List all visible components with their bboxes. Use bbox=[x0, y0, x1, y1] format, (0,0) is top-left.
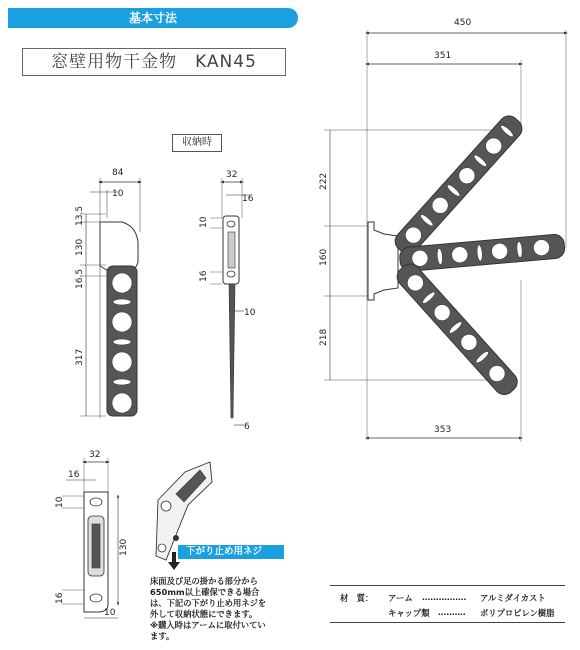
dim-open-450: 450 bbox=[454, 18, 472, 28]
dim-front-130: 130 bbox=[75, 238, 85, 256]
dim-side-width: 32 bbox=[226, 170, 238, 180]
dim-front-offset: 10 bbox=[112, 189, 124, 199]
material-label: 材 質： bbox=[340, 593, 374, 603]
dim-side-10b: 10 bbox=[244, 308, 256, 318]
material-cap-name: キャップ類 bbox=[388, 608, 430, 618]
dim-open-160: 160 bbox=[319, 248, 329, 266]
material-arm-value: アルミダイカスト bbox=[480, 593, 546, 603]
dim-bracket-10: 10 bbox=[55, 496, 65, 508]
section-header: 基本寸法 bbox=[8, 8, 298, 28]
stopper-screw-label: 下がり止め用ネジ bbox=[178, 545, 284, 559]
material-arm-leader: ‥‥‥‥‥‥‥‥ bbox=[422, 592, 467, 602]
dim-front-13-5: 13.5 bbox=[75, 205, 85, 226]
dim-open-222: 222 bbox=[319, 172, 329, 190]
bracket-view bbox=[55, 450, 129, 618]
side-view bbox=[199, 170, 256, 432]
dim-open-353: 353 bbox=[434, 425, 452, 435]
dim-side-10: 10 bbox=[199, 216, 209, 228]
dim-side-6: 6 bbox=[244, 422, 250, 432]
dim-front-317: 317 bbox=[75, 348, 85, 366]
material-arm-name: アーム bbox=[388, 593, 413, 603]
material-spec bbox=[330, 585, 565, 623]
dim-bracket-130: 130 bbox=[119, 538, 129, 556]
dim-open-351: 351 bbox=[434, 51, 452, 61]
dim-bracket-16: 16 bbox=[68, 470, 80, 480]
material-cap-value: ポリプロピレン樹脂 bbox=[480, 608, 555, 618]
dim-front-16-5: 16.5 bbox=[75, 268, 85, 289]
dim-side-16b: 16 bbox=[199, 270, 209, 282]
front-view bbox=[75, 168, 140, 418]
material-cap-leader: ‥‥‥‥‥ bbox=[438, 607, 466, 617]
dim-bracket-16b: 16 bbox=[55, 592, 65, 604]
dim-open-218: 218 bbox=[319, 328, 329, 346]
open-view bbox=[319, 18, 566, 442]
dim-front-width: 84 bbox=[112, 168, 124, 178]
product-title: 窓壁用物干金物 KAN45 bbox=[22, 48, 286, 76]
stowed-label: 収納時 bbox=[172, 134, 222, 152]
dim-bracket-width: 32 bbox=[89, 450, 101, 460]
dim-bracket-10b: 10 bbox=[104, 608, 116, 618]
note-text: 床面及び足の掛かる部分から 650mm以上確保できる場合 は、下記の下がり止め用ネジを 外して収納状態にできます。 ※購入時はアームに取付いてい ます。 bbox=[150, 576, 267, 641]
dim-side-16: 16 bbox=[242, 194, 254, 204]
